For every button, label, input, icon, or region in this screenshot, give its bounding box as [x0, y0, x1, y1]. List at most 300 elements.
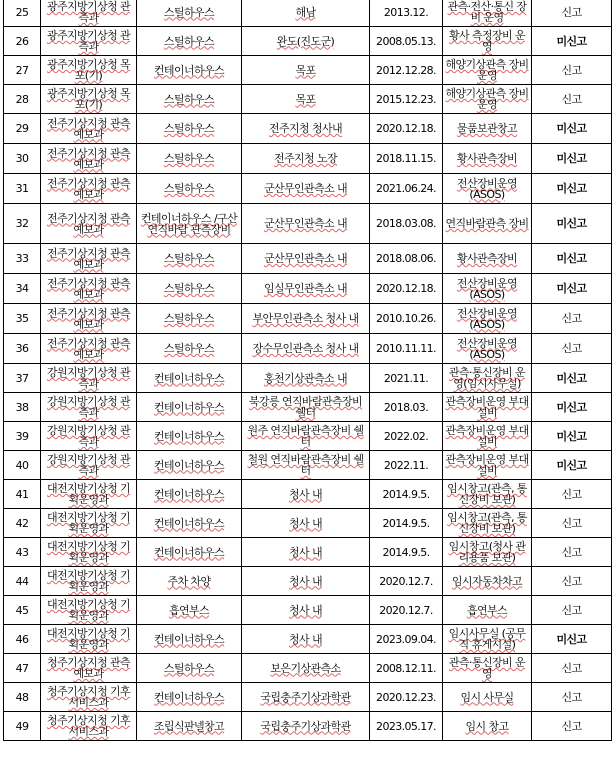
cell-type	[137, 0, 242, 27]
type-text: 스틸하우스	[163, 252, 215, 265]
cell-status	[532, 596, 612, 625]
no-text: 28	[15, 92, 29, 106]
cell-date	[370, 204, 443, 244]
use-text: 흡연부스	[466, 603, 508, 617]
type-text: 컨테이너하우스	[153, 545, 225, 559]
no-text: 37	[15, 371, 29, 385]
date-text: 2015.12.23.	[376, 92, 436, 106]
cell-status	[532, 0, 612, 27]
type-text: 스틸하우스	[163, 182, 215, 195]
cell-no	[4, 364, 41, 393]
org-text: 청주기상지청 기후서비스과	[46, 714, 131, 738]
date-text: 2008.05.13.	[376, 34, 436, 48]
status-text: 미신고	[556, 282, 587, 295]
cell-use	[443, 625, 532, 654]
type-text: 스틸하우스	[163, 312, 215, 325]
cell-type	[137, 334, 242, 364]
cell-loc	[242, 114, 370, 144]
cell-status	[532, 480, 612, 509]
loc-text: 북강릉 연직바람관측장비 쉘터	[248, 395, 363, 419]
date-text: 2010.11.11.	[376, 342, 436, 355]
no-text: 46	[15, 632, 29, 646]
cell-type	[137, 596, 242, 625]
cell-no	[4, 712, 41, 741]
cell-type	[137, 114, 242, 144]
no-text: 43	[15, 545, 29, 559]
date-text: 2020.12.7.	[379, 603, 433, 617]
date-text: 2020.12.23.	[376, 690, 436, 704]
cell-org	[41, 27, 137, 56]
cell-date	[370, 274, 443, 304]
loc-text: 장수무인관측소 청사 내	[252, 342, 359, 355]
type-text: 스틸하우스	[163, 152, 215, 165]
cell-org	[41, 596, 137, 625]
org-text: 강원지방기상청 관측과	[46, 424, 131, 448]
cell-date	[370, 364, 443, 393]
loc-text: 보은기상관측소	[270, 661, 341, 675]
table-row	[4, 144, 612, 174]
date-text: 2020.12.18.	[376, 122, 436, 135]
no-text: 41	[15, 487, 29, 501]
table-row	[4, 567, 612, 596]
org-text: 강원지방기상청 관측과	[46, 366, 131, 390]
table-row	[4, 509, 612, 538]
org-text: 대전지방기상청 기획운영과	[46, 598, 131, 622]
cell-use	[443, 422, 532, 451]
loc-text: 국립충주기상과학관	[260, 690, 351, 704]
cell-use	[443, 85, 532, 114]
loc-text: 청사 내	[289, 487, 322, 501]
cell-date	[370, 27, 443, 56]
cell-status	[532, 274, 612, 304]
table-row	[4, 244, 612, 274]
no-text: 31	[15, 182, 29, 195]
cell-use	[443, 654, 532, 683]
type-text: 컨테이너하우스	[153, 371, 225, 385]
date-text: 2018.03.08.	[376, 217, 436, 230]
loc-text: 홍천기상관측소 내	[263, 371, 348, 385]
type-text: 스틸하우스	[163, 342, 215, 355]
org-text: 광주지방기상청 목포(기)	[46, 58, 131, 82]
cell-status	[532, 625, 612, 654]
cell-type	[137, 509, 242, 538]
cell-loc	[242, 174, 370, 204]
org-text: 광주지방기상청 관측과	[46, 0, 131, 24]
cell-type	[137, 274, 242, 304]
cell-org	[41, 509, 137, 538]
cell-org	[41, 304, 137, 334]
table-row	[4, 85, 612, 114]
table-row	[4, 683, 612, 712]
use-text: 해양기상관측 장비 운영	[445, 58, 529, 82]
cell-type	[137, 174, 242, 204]
use-text: 황사 측정장비 운영	[449, 29, 525, 53]
use-text: 전산장비운영 (ASOS)	[456, 306, 518, 331]
use-text: 관측·전산·통신 장비 운영	[447, 0, 527, 24]
date-text: 2021.11.	[383, 371, 429, 385]
loc-text: 청사 내	[289, 516, 322, 530]
status-text: 미신고	[556, 371, 587, 385]
cell-org	[41, 480, 137, 509]
loc-text: 전주지청 청사내	[268, 122, 343, 135]
use-text: 해양기상관측 장비 운영	[445, 87, 529, 111]
cell-no	[4, 480, 41, 509]
cell-status	[532, 85, 612, 114]
type-text: 컨테이너하우스 /구산연직바람 관측장비	[140, 211, 238, 236]
org-text: 대전지방기상청 기획운영과	[46, 569, 131, 593]
cell-type	[137, 451, 242, 480]
cell-no	[4, 654, 41, 683]
status-text: 미신고	[556, 458, 587, 472]
cell-loc	[242, 451, 370, 480]
no-text: 42	[15, 516, 29, 530]
cell-type	[137, 393, 242, 422]
use-text: 임시창고(관측, 통신장비 보관)	[447, 511, 527, 535]
status-text: 신고	[561, 690, 582, 704]
cell-type	[137, 85, 242, 114]
org-text: 전주기상지청 관측예보과	[46, 276, 131, 301]
table-row	[4, 56, 612, 85]
cell-loc	[242, 683, 370, 712]
date-text: 2021.06.24.	[376, 182, 436, 195]
cell-status	[532, 567, 612, 596]
loc-text: 청사 내	[289, 574, 322, 588]
no-text: 49	[15, 719, 29, 733]
cell-date	[370, 596, 443, 625]
cell-type	[137, 567, 242, 596]
cell-no	[4, 27, 41, 56]
cell-org	[41, 538, 137, 567]
type-text: 컨테이너하우스	[153, 429, 225, 443]
status-text: 신고	[561, 545, 582, 559]
org-text: 전주기상지청 관측예보과	[46, 336, 131, 361]
cell-loc	[242, 0, 370, 27]
table-row	[4, 304, 612, 334]
status-text: 미신고	[556, 429, 587, 443]
cell-date	[370, 509, 443, 538]
status-text: 미신고	[556, 217, 587, 230]
cell-no	[4, 274, 41, 304]
status-text: 신고	[561, 487, 582, 501]
status-text: 신고	[561, 92, 582, 106]
cell-date	[370, 56, 443, 85]
cell-type	[137, 27, 242, 56]
status-text: 신고	[561, 516, 582, 530]
use-text: 연직바람관측 장비	[445, 217, 529, 230]
cell-date	[370, 480, 443, 509]
cell-loc	[242, 304, 370, 334]
use-text: 임시사무실 (공무직 휴게시설)	[448, 627, 526, 651]
cell-type	[137, 654, 242, 683]
cell-use	[443, 538, 532, 567]
date-text: 2010.10.26.	[376, 312, 436, 325]
cell-status	[532, 304, 612, 334]
no-text: 40	[15, 458, 29, 472]
date-text: 2023.09.04.	[376, 632, 436, 646]
table-row	[4, 538, 612, 567]
cell-org	[41, 204, 137, 244]
org-text: 전주기상지청 관측예보과	[46, 116, 131, 141]
org-text: 대전지방기상청 기획운영과	[46, 540, 131, 564]
type-text: 컨테이너하우스	[153, 63, 225, 77]
cell-use	[443, 174, 532, 204]
table-row	[4, 625, 612, 654]
date-text: 2014.9.5.	[382, 487, 430, 501]
table-row	[4, 364, 612, 393]
date-text: 2014.9.5.	[382, 516, 430, 530]
cell-use	[443, 712, 532, 741]
cell-status	[532, 114, 612, 144]
cell-org	[41, 56, 137, 85]
cell-loc	[242, 654, 370, 683]
type-text: 스틸하우스	[163, 661, 215, 675]
use-text: 전산장비운영 (ASOS)	[456, 176, 518, 201]
cell-use	[443, 304, 532, 334]
cell-no	[4, 85, 41, 114]
use-text: 임시자동차차고	[451, 574, 523, 588]
use-text: 관측장비운영 부대 설비	[445, 453, 529, 477]
use-text: 황사관측장비	[456, 252, 518, 265]
cell-loc	[242, 567, 370, 596]
cell-type	[137, 422, 242, 451]
cell-type	[137, 625, 242, 654]
type-text: 스틸하우스	[163, 282, 215, 295]
cell-date	[370, 538, 443, 567]
org-text: 전주기상지청 관측예보과	[46, 306, 131, 331]
cell-date	[370, 85, 443, 114]
loc-text: 청사 내	[289, 545, 322, 559]
cell-status	[532, 204, 612, 244]
loc-text: 군산무인관측소 내	[263, 182, 348, 195]
cell-org	[41, 451, 137, 480]
cell-no	[4, 422, 41, 451]
status-text: 미신고	[556, 632, 587, 646]
status-text: 미신고	[556, 182, 587, 195]
date-text: 2012.12.28.	[376, 63, 436, 77]
org-text: 청주기상지청 기후서비스과	[46, 685, 131, 709]
no-text: 44	[15, 574, 29, 588]
use-text: 전산장비운영 (ASOS)	[456, 276, 518, 301]
loc-text: 국립충주기상과학관	[260, 719, 351, 733]
loc-text: 완도(진도군)	[276, 34, 335, 48]
cell-status	[532, 364, 612, 393]
date-text: 2008.12.11.	[376, 661, 436, 675]
org-text: 대전지방기상청 기획운영과	[46, 511, 131, 535]
cell-loc	[242, 538, 370, 567]
cell-status	[532, 174, 612, 204]
type-text: 컨테이너하우스	[153, 516, 225, 530]
org-text: 전주기상지청 관측예보과	[46, 146, 131, 171]
cell-use	[443, 451, 532, 480]
cell-no	[4, 0, 41, 27]
cell-loc	[242, 334, 370, 364]
date-text: 2018.08.06.	[376, 252, 436, 265]
cell-org	[41, 274, 137, 304]
cell-status	[532, 27, 612, 56]
cell-loc	[242, 27, 370, 56]
cell-loc	[242, 364, 370, 393]
table-row	[4, 27, 612, 56]
no-text: 35	[15, 312, 29, 325]
status-text: 미신고	[556, 152, 587, 165]
cell-type	[137, 304, 242, 334]
use-text: 임시창고(관측, 통신장비 보관)	[447, 482, 527, 506]
cell-loc	[242, 274, 370, 304]
cell-date	[370, 712, 443, 741]
loc-text: 목포	[295, 63, 316, 77]
no-text: 45	[15, 603, 29, 617]
org-text: 광주지방기상청 목포(기)	[46, 87, 131, 111]
no-text: 27	[15, 63, 29, 77]
type-text: 컨테이너하우스	[153, 400, 225, 414]
cell-loc	[242, 712, 370, 741]
cell-org	[41, 244, 137, 274]
cell-org	[41, 334, 137, 364]
cell-date	[370, 625, 443, 654]
org-text: 대전지방기상청 기획운영과	[46, 627, 131, 651]
cell-use	[443, 334, 532, 364]
cell-status	[532, 56, 612, 85]
facility-table	[3, 0, 612, 741]
type-text: 스틸하우스	[163, 34, 215, 48]
cell-no	[4, 304, 41, 334]
loc-text: 목포	[295, 92, 316, 106]
use-text: 임시 사무실	[460, 690, 514, 704]
cell-org	[41, 144, 137, 174]
cell-date	[370, 304, 443, 334]
no-text: 32	[15, 217, 29, 230]
status-text: 신고	[561, 719, 582, 733]
cell-loc	[242, 480, 370, 509]
use-text: 임시 창고	[465, 719, 509, 733]
no-text: 34	[15, 282, 29, 295]
org-text: 전주기상지청 관측예보과	[46, 246, 131, 271]
cell-use	[443, 114, 532, 144]
no-text: 48	[15, 690, 29, 704]
org-text: 전주기상지청 관측예보과	[46, 211, 131, 236]
type-text: 주차 차양	[167, 574, 211, 588]
cell-no	[4, 683, 41, 712]
cell-date	[370, 174, 443, 204]
status-text: 신고	[561, 574, 582, 588]
use-text: 관측·통신장비 운영(임시사무실)	[449, 366, 525, 390]
loc-text: 원주 연직바람관측장비 쉘터	[247, 424, 364, 448]
cell-no	[4, 509, 41, 538]
cell-org	[41, 0, 137, 27]
use-text: 황사관측장비	[456, 152, 518, 165]
cell-org	[41, 364, 137, 393]
status-text: 미신고	[556, 122, 587, 135]
no-text: 39	[15, 429, 29, 443]
no-text: 29	[15, 122, 29, 135]
table-row	[4, 596, 612, 625]
no-text: 33	[15, 252, 29, 265]
cell-status	[532, 538, 612, 567]
date-text: 2023.05.17.	[376, 719, 436, 733]
cell-no	[4, 393, 41, 422]
date-text: 2022.11.	[383, 458, 429, 472]
table-row	[4, 422, 612, 451]
cell-date	[370, 144, 443, 174]
cell-use	[443, 0, 532, 27]
cell-type	[137, 244, 242, 274]
loc-text: 부안무인관측소 청사 내	[252, 312, 359, 325]
cell-status	[532, 712, 612, 741]
cell-date	[370, 334, 443, 364]
cell-loc	[242, 596, 370, 625]
cell-status	[532, 654, 612, 683]
cell-type	[137, 538, 242, 567]
org-text: 전주기상지청 관측예보과	[46, 176, 131, 201]
type-text: 스틸하우스	[163, 122, 215, 135]
use-text: 관측장비운영 부대 설비	[445, 395, 529, 419]
cell-use	[443, 393, 532, 422]
status-text: 미신고	[556, 252, 587, 265]
loc-text: 해남	[295, 5, 316, 19]
status-text: 신고	[561, 63, 582, 77]
cell-loc	[242, 393, 370, 422]
cell-status	[532, 144, 612, 174]
cell-use	[443, 27, 532, 56]
cell-use	[443, 364, 532, 393]
cell-type	[137, 56, 242, 85]
cell-org	[41, 85, 137, 114]
cell-org	[41, 422, 137, 451]
table-row	[4, 654, 612, 683]
table-row	[4, 274, 612, 304]
date-text: 2018.11.15.	[376, 152, 436, 165]
cell-use	[443, 567, 532, 596]
status-text: 신고	[561, 312, 582, 325]
loc-text: 청사 내	[289, 632, 322, 646]
cell-use	[443, 596, 532, 625]
cell-org	[41, 625, 137, 654]
date-text: 2018.03.	[383, 400, 429, 414]
use-text: 임시창고(청사 관리용품 보관)	[448, 540, 526, 564]
table-row	[4, 451, 612, 480]
cell-org	[41, 174, 137, 204]
date-text: 2020.12.18.	[376, 282, 436, 295]
cell-no	[4, 451, 41, 480]
status-text: 미신고	[556, 400, 587, 414]
no-text: 25	[15, 5, 29, 19]
cell-no	[4, 204, 41, 244]
status-text: 신고	[561, 603, 582, 617]
cell-no	[4, 567, 41, 596]
org-text: 청주기상지청 관측예보과	[46, 656, 131, 680]
type-text: 컨테이너하우스	[153, 632, 225, 646]
cell-status	[532, 393, 612, 422]
cell-use	[443, 144, 532, 174]
cell-type	[137, 144, 242, 174]
org-text: 대전지방기상청 기획운영과	[46, 482, 131, 506]
type-text: 조립식판넬창고	[153, 719, 225, 733]
cell-date	[370, 683, 443, 712]
cell-date	[370, 114, 443, 144]
cell-type	[137, 480, 242, 509]
cell-no	[4, 596, 41, 625]
cell-date	[370, 244, 443, 274]
cell-org	[41, 114, 137, 144]
org-text: 광주지방기상청 관측과	[46, 29, 131, 53]
cell-type	[137, 683, 242, 712]
loc-text: 청사 내	[289, 603, 322, 617]
use-text: 전산장비운영 (ASOS)	[456, 336, 518, 361]
cell-no	[4, 144, 41, 174]
cell-no	[4, 174, 41, 204]
type-text: 스틸하우스	[163, 92, 215, 106]
cell-type	[137, 712, 242, 741]
